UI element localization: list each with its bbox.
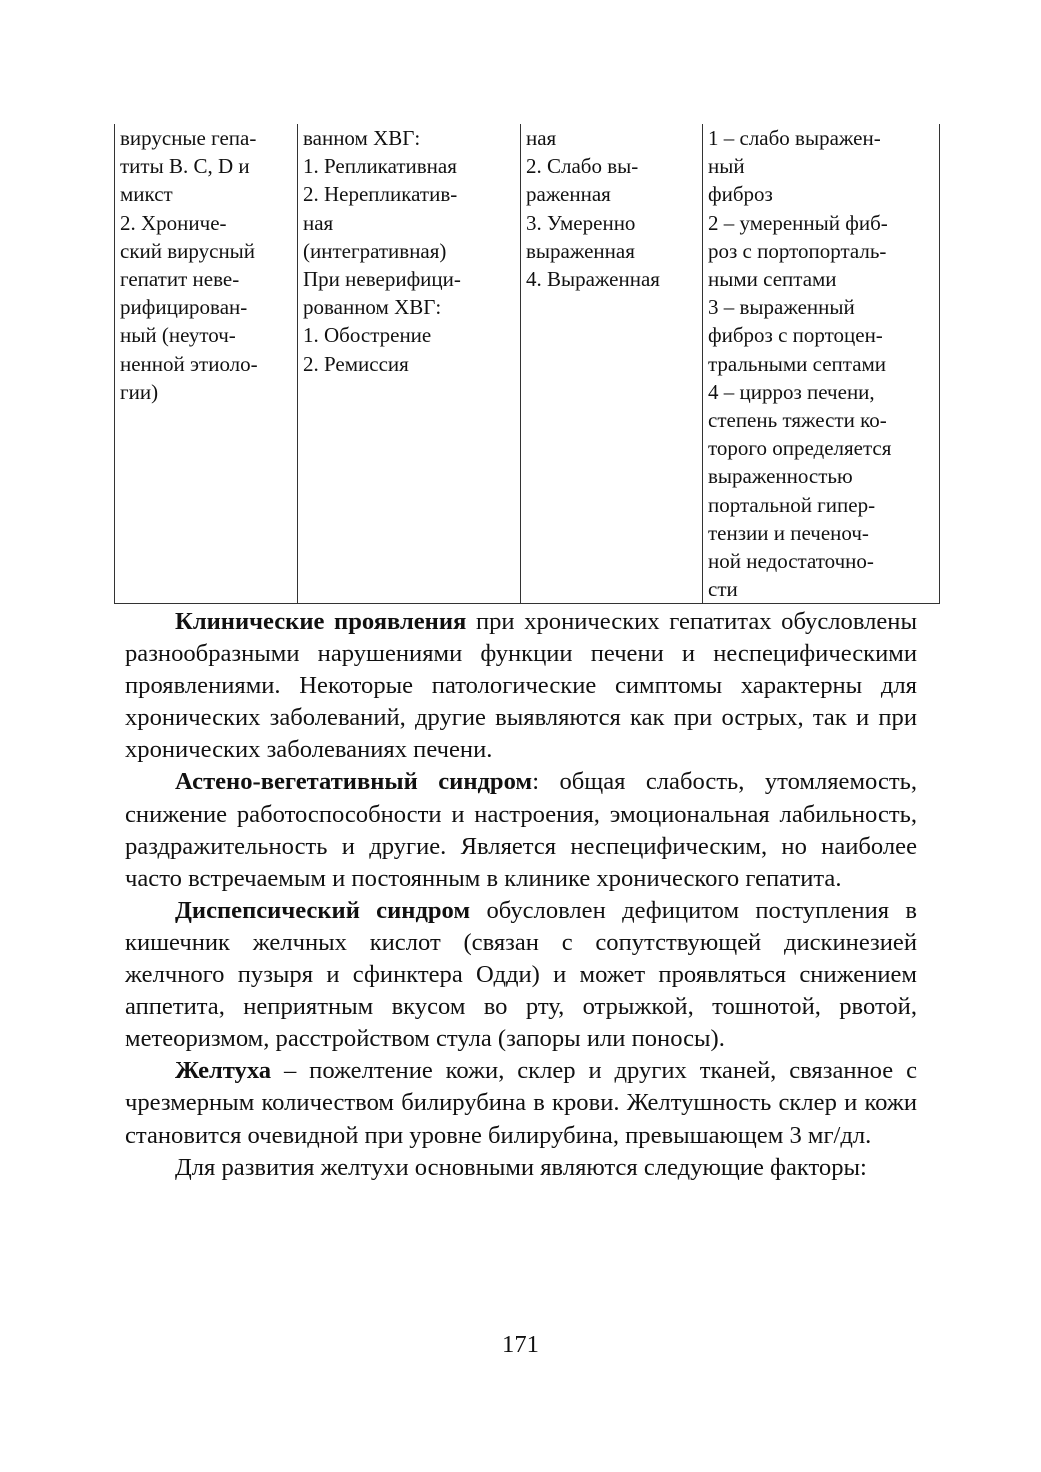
table-cell-fibrosis [703, 124, 940, 604]
paragraph-text: – пожелтение кожи, склер и других тканей, связанное с чрезмерным количеством билирубина в крови. Желтушность склер и кожи становится очевидной при уровне билирубина, превышающем 3 мг/дл. [125, 1057, 917, 1149]
page-number: 171 [502, 1331, 539, 1358]
cell-line: 4. Выраженная [526, 267, 660, 292]
table-row [115, 124, 940, 604]
cell-line: тральными септами [708, 351, 887, 376]
cell-line: выраженностью [708, 464, 853, 489]
cell-line: гепатит неве- [120, 267, 240, 292]
term-heading: Клинические проявления [175, 608, 467, 635]
cell-line: гии) [120, 379, 159, 404]
paragraph-text: Для развития желтухи основными являются следующие факторы: [175, 1153, 867, 1181]
cell-line: 3 – выраженный [708, 295, 855, 320]
cell-line: степень тяжести ко- [708, 408, 887, 433]
cell-line: ный [708, 154, 745, 179]
paragraph-jaundice [125, 1055, 917, 1151]
cell-line: ский вирусный [120, 238, 256, 263]
cell-line: 1. Репликативная [303, 154, 457, 179]
cell-line: сти [708, 577, 738, 602]
cell-line: роз с портопорталь- [708, 238, 887, 263]
cell-line: ная [526, 126, 557, 150]
paragraph-dyspeptic-syndrome [125, 895, 917, 1055]
cell-line: 2. Нерепликатив- [303, 182, 458, 207]
cell-line: ными септами [708, 267, 837, 292]
term-heading: Желтуха [175, 1057, 272, 1085]
cell-line: микст [120, 182, 173, 207]
cell-line: (интегративная) [303, 238, 447, 263]
table-cell-phase [298, 124, 521, 604]
cell-line: 2. Ремиссия [303, 351, 409, 376]
cell-line: ной недостаточно- [708, 549, 874, 574]
paragraph-text: : общая слабость, утомляемость, снижение работоспособности и настроения, эмоциональная лабильность, раздражительность и другие. Является неспецифическим, но наиболее часто встречаемым и постоянным в клинике хронического гепатита. [125, 768, 917, 892]
cell-line: ненной этиоло- [120, 351, 258, 376]
cell-line: выраженная [526, 238, 635, 263]
cell-line: рифицирован- [120, 295, 248, 320]
paragraph-clinical-manifestations [125, 606, 917, 766]
cell-line: ный (неуточ- [120, 323, 236, 348]
cell-line: При неверифици- [303, 267, 461, 292]
paragraph-asthenic-syndrome [125, 766, 917, 894]
cell-line: 3. Умеренно [526, 210, 636, 235]
cell-line: вирусные гепа- [120, 126, 257, 150]
cell-line: 2 – умеренный фиб- [708, 210, 888, 235]
cell-line: ная [303, 210, 334, 235]
term-heading: Диспепсический синдром [175, 896, 471, 924]
cell-line: торого определяется [708, 436, 892, 461]
cell-line: 4 – цирроз печени, [708, 379, 875, 404]
cell-line: 2. Хрониче- [120, 210, 227, 235]
cell-line: фиброз с портоцен- [708, 323, 883, 348]
classification-table [114, 124, 940, 604]
table-cell-etiology [115, 124, 298, 604]
paragraph-jaundice-factors [125, 1152, 917, 1184]
cell-line: 1. Обострение [303, 323, 432, 348]
cell-line: 1 – слабо выражен- [708, 126, 881, 150]
table-cell-activity [521, 124, 703, 604]
cell-line: рованном ХВГ: [303, 295, 442, 320]
paragraph-text: при хронических гепатитах обусловлены разнообразными нарушениями функции печени и неспецифическими проявлениями. Некоторые патологические симптомы характерны для хронических заболеваний, другие выявляются как при острых, так и при хронических заболеваниях печени. [125, 608, 917, 764]
paragraph-text: обусловлен дефицитом поступления в кишечник желчных кислот (связан с сопутствующей дискинезией желчного пузыря и сфинктера Одди) и может проявляться снижением аппетита, неприятным вкусом во рту, отрыжкой, тошнотой, рвотой, метеоризмом, расстройством стула (запоры или поносы). [125, 896, 917, 1053]
term-heading: Астено-вегетативный синдром [175, 768, 533, 796]
classification-table-continuation [114, 124, 939, 604]
cell-line: тензии и печеноч- [708, 520, 869, 545]
cell-line: фиброз [708, 182, 773, 207]
cell-line: портальной гипер- [708, 492, 876, 517]
cell-line: 2. Слабо вы- [526, 154, 639, 179]
cell-line: ванном ХВГ: [303, 126, 421, 150]
cell-line: раженная [526, 182, 611, 207]
body-text [125, 606, 917, 1184]
cell-line: титы В. С, D и [120, 154, 250, 179]
